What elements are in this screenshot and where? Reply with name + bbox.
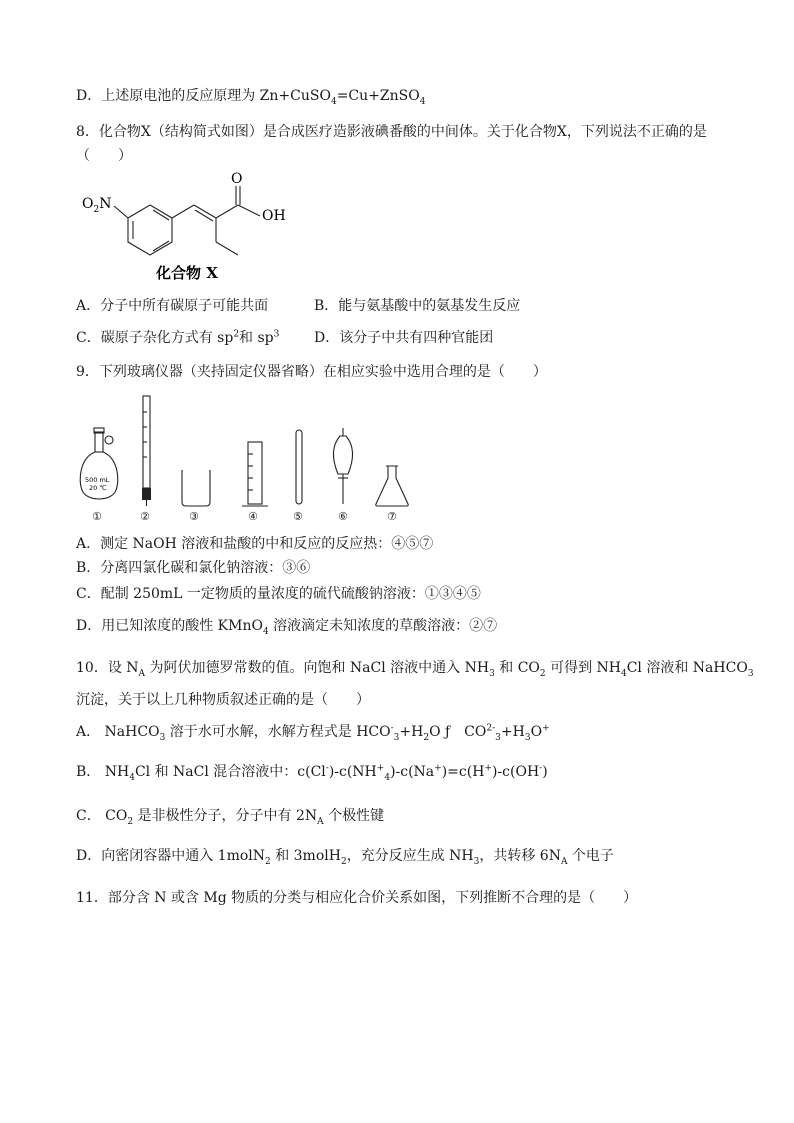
benzene-ring <box>128 205 172 255</box>
q8-option-d: D．该分子中共有四种官能团 <box>314 330 494 346</box>
q7-option-d: D．上述原电池的反应原理为 Zn+CuSO$_4$=Cu+ZnSO$_4$ <box>76 88 426 107</box>
no2-label: $O_2N$ <box>82 196 112 215</box>
hydroxyl-label: OH <box>262 208 286 224</box>
q10-option-d: D．向密闭容器中通入 1molN$_2$ 和 3molH$_2$，充分反应生成 $NH_3$，共转移 $6N_A$ 个电子 <box>76 848 614 867</box>
svg-text:③: ③ <box>189 510 199 523</box>
q9-option-a: A．测定 NaOH 溶液和盐酸的中和反应的反应热：④⑤⑦ <box>76 536 434 552</box>
svg-text:500 mL: 500 mL <box>85 476 110 484</box>
beaker-icon <box>182 470 210 506</box>
conical-flask-icon <box>376 466 409 506</box>
q10-stem-line1: 10．设 $N_A$ 为阿伏加德罗常数的值。向饱和 NaCl 溶液中通入 $NH_3$ 和 $CO_2$ 可得到 $NH_4Cl$ 溶液和 NaHCO$_3$ <box>76 660 754 679</box>
q8-option-b: B．能与氨基酸中的氨基发生反应 <box>314 298 521 314</box>
compound-x-structure <box>76 168 316 286</box>
svg-text:⑦: ⑦ <box>387 510 397 523</box>
q10-stem-line2: 沉淀，关于以上几种物质叙述正确的是（ ） <box>76 692 370 708</box>
q10-option-b: B． $NH_4Cl$ 和 NaCl 混合溶液中：$c(Cl^-)-c(NH^+_4)-c(Na^+)=c(H^+)-c(OH^-)$ <box>76 763 548 783</box>
glassware-figure <box>76 392 426 528</box>
q9-option-c: C．配制 250mL 一定物质的量浓度的硫代硫酸钠溶液：①③④⑤ <box>76 586 481 602</box>
separatory-funnel-icon <box>333 428 352 504</box>
burette-icon <box>142 396 151 506</box>
compound-caption: 化合物 X <box>156 264 218 282</box>
volumetric-flask-icon <box>80 428 118 499</box>
q11-stem: 11．部分含 N 或含 Mg 物质的分类与相应化合价关系如图，下列推断不合理的是（ ） <box>76 890 638 906</box>
graduated-cylinder-icon <box>242 442 268 506</box>
q9-option-b: B．分离四氯化碳和氯化钠溶液：③⑥ <box>76 560 311 576</box>
svg-text:④: ④ <box>248 510 258 523</box>
q8-option-c: C．碳原子杂化方式有 $sp^2$和 $sp^3$ <box>76 329 280 346</box>
svg-text:②: ② <box>140 510 150 523</box>
svg-text:⑤: ⑤ <box>293 510 303 523</box>
svg-text:20 ℃: 20 ℃ <box>89 484 107 492</box>
q8-option-a: A．分子中所有碳原子可能共面 <box>76 298 269 314</box>
q10-option-c: C． $CO_2$ 是非极性分子，分子中有 $2N_A$ 个极性键 <box>76 808 385 827</box>
q8-stem: 8．化合物X（结构简式如图）是合成医疗造影液碘番酸的中间体。关于化合物X，下列说法不正确的是（ ） <box>76 124 707 164</box>
q10-option-a: A． NaHCO$_3$ 溶于水可水解，水解方程式是 $HCO^-_3+H_2O$ ƒ $CO^{2-}_3+H_3O^+$ <box>76 723 550 743</box>
q9-option-d: D．用已知浓度的酸性 KMnO$_4$ 溶液滴定未知浓度的草酸溶液：②⑦ <box>76 618 498 637</box>
svg-text:①: ① <box>92 510 102 523</box>
q9-stem: 9．下列玻璃仪器（夹持固定仪器省略）在相应实验中选用合理的是（ ） <box>76 364 547 380</box>
carbonyl-oxygen: O <box>231 171 243 187</box>
svg-text:⑥: ⑥ <box>338 510 348 523</box>
glass-rod-icon <box>296 430 302 504</box>
